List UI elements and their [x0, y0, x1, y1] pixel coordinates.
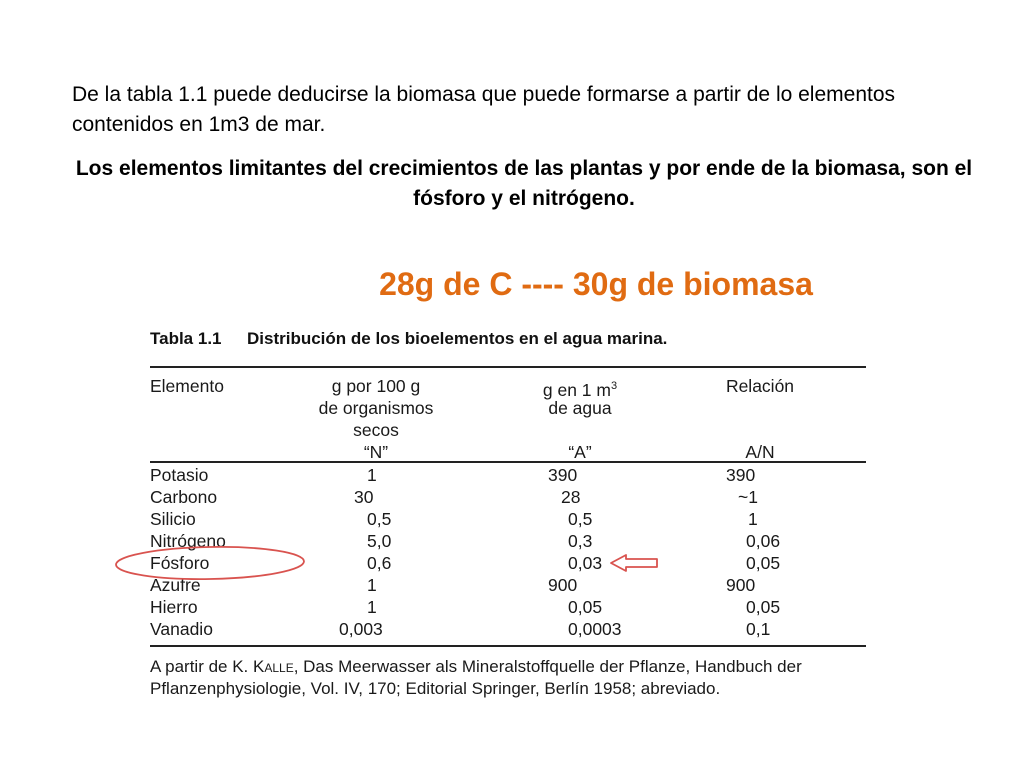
header-n-line3: secos: [353, 420, 399, 440]
header-ratio: Relación: [725, 376, 795, 396]
header-n-line2: de organismos: [318, 398, 434, 418]
cell-an: 900: [726, 575, 756, 595]
header-n-symbol: “N”: [363, 442, 389, 462]
cell-elemento: Vanadio: [150, 619, 213, 639]
cell-elemento: Azufre: [150, 575, 201, 595]
cell-a: 0,03: [568, 553, 603, 573]
header-a-line2: de agua: [548, 398, 612, 418]
cell-n: 1: [367, 597, 377, 617]
cell-elemento: Fósforo: [150, 553, 210, 573]
cell-an: 0,05: [746, 553, 781, 573]
cell-an: 390: [726, 465, 756, 485]
cell-a: 0,5: [568, 509, 593, 529]
cell-an: 0,05: [746, 597, 781, 617]
cell-a: 0,05: [568, 597, 603, 617]
footnote-prefix: A partir de K.: [150, 657, 253, 676]
cell-n: 1: [367, 465, 377, 485]
cell-elemento: Carbono: [150, 487, 218, 507]
header-a-superscript: 3: [610, 380, 618, 392]
cell-n: 1: [367, 575, 377, 595]
cell-elemento: Silicio: [150, 509, 196, 529]
cell-elemento: Potasio: [150, 465, 209, 485]
footnote-author: Kalle: [253, 657, 294, 676]
table-caption-title: Distribución de los bioelementos en el agua marina.: [247, 329, 668, 348]
cell-n: 30: [354, 487, 374, 507]
header-a-symbol: “A”: [568, 442, 592, 462]
cell-an: 1: [748, 509, 758, 529]
cell-elemento: Hierro: [150, 597, 198, 617]
cell-a: 0,0003: [568, 619, 622, 639]
cell-an: ~1: [738, 487, 758, 507]
left-arrow-icon: [611, 555, 657, 571]
cell-an: 0,06: [746, 531, 781, 551]
biomass-ratio-heading: 28g de C ---- 30g de biomasa: [379, 266, 813, 302]
footnote-rest: , Das Meerwasser als Mineralstoffquelle der Pflanze, Handbuch der Pflanzenphysiologie, Vol. IV, 170; Editorial Springer, Berlín 1958; abreviado.: [150, 657, 802, 698]
phosphorus-highlight-ellipse: [116, 545, 305, 580]
header-a-line1-text: g en 1 m: [542, 379, 611, 400]
cell-a: 390: [548, 465, 578, 485]
cell-n: 0,5: [367, 509, 392, 529]
header-elemento: Elemento: [150, 376, 224, 396]
limiting-elements-paragraph: Los elementos limitantes del crecimientos de las plantas y por ende de la biomasa, son el fósforo y el nitrógeno.: [75, 157, 973, 210]
cell-a: 900: [548, 575, 578, 595]
intro-paragraph: De la tabla 1.1 puede deducirse la biomasa que puede formarse a partir de lo elementos contenidos en 1m3 de mar.: [72, 83, 896, 136]
header-ratio-symbol: A/N: [745, 442, 775, 462]
cell-a: 28: [561, 487, 581, 507]
cell-elemento: Nitrógeno: [150, 531, 226, 551]
table-caption-number: Tabla 1.1: [150, 329, 222, 348]
cell-n: 0,6: [367, 553, 392, 573]
cell-a: 0,3: [568, 531, 593, 551]
cell-n: 0,003: [339, 619, 383, 639]
cell-an: 0,1: [746, 619, 771, 639]
cell-n: 5,0: [367, 531, 392, 551]
header-n-line1: g por 100 g: [331, 376, 421, 396]
